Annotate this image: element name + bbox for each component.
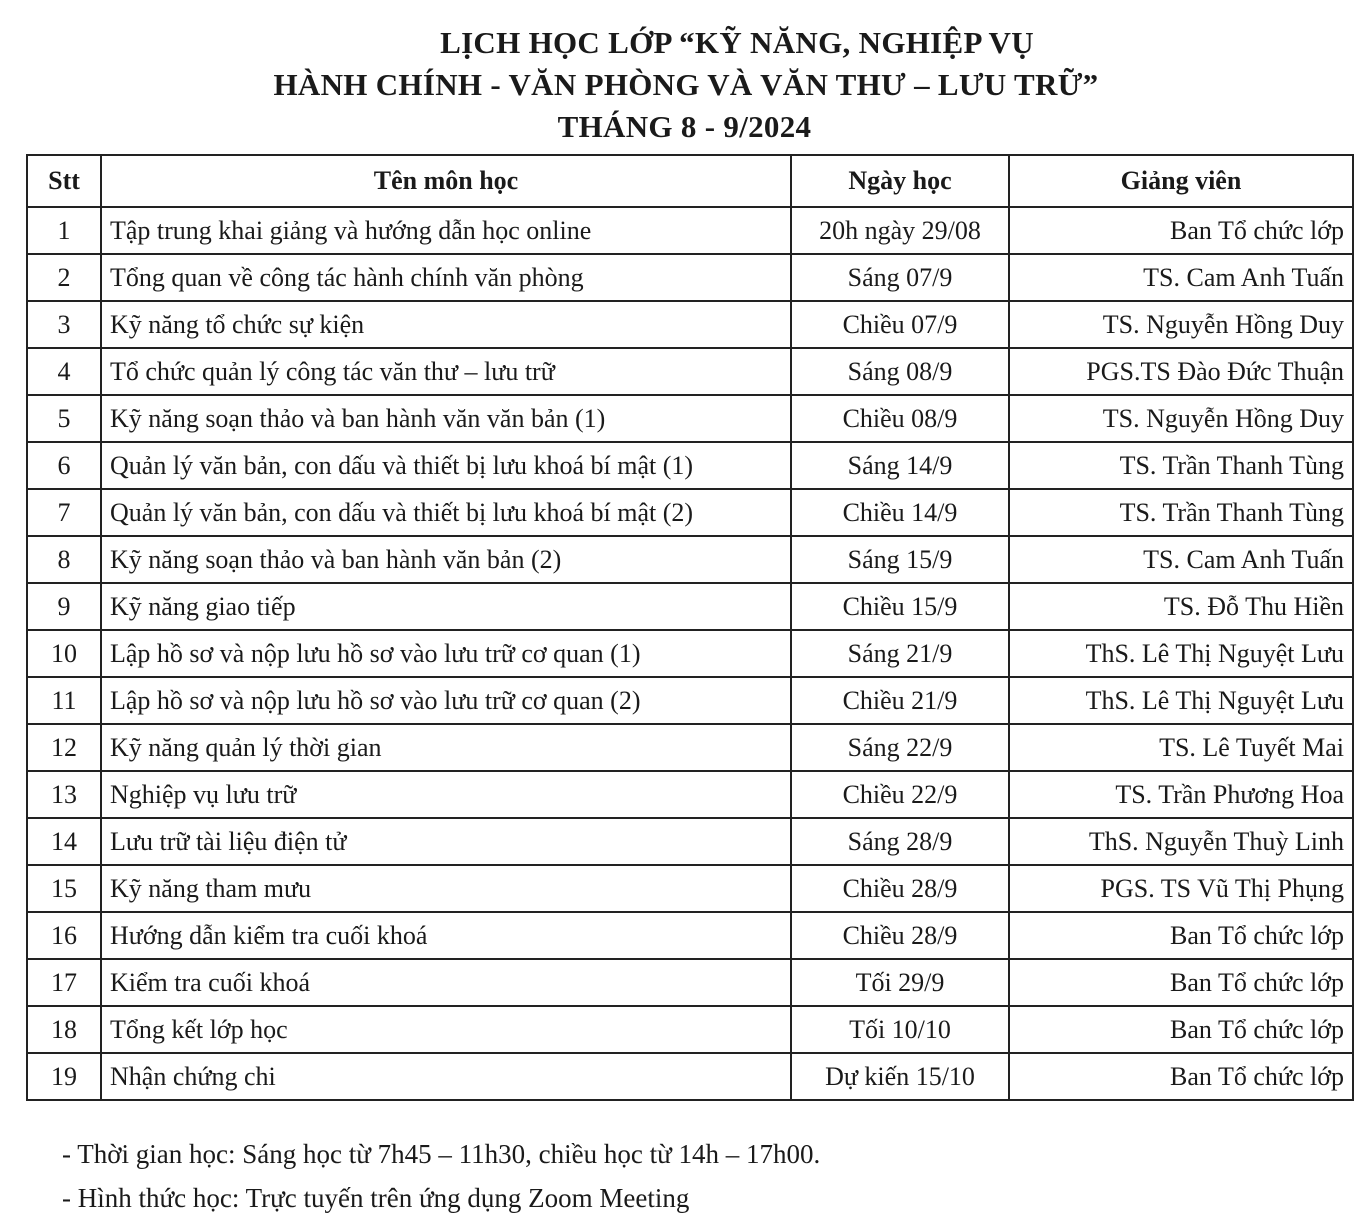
subject-cell: Lưu trữ tài liệu điện tử <box>101 818 791 865</box>
subject-cell: Tổ chức quản lý công tác văn thư – lưu trữ <box>101 348 791 395</box>
stt-cell: 10 <box>27 630 101 677</box>
subject-cell: Kỹ năng tham mưu <box>101 865 791 912</box>
stt-cell: 5 <box>27 395 101 442</box>
stt-cell: 9 <box>27 583 101 630</box>
date-cell: Sáng 07/9 <box>791 254 1009 301</box>
date-cell: Chiều 08/9 <box>791 395 1009 442</box>
date-cell: Dự kiến 15/10 <box>791 1053 1009 1100</box>
teacher-cell: TS. Trần Thanh Tùng <box>1009 442 1353 489</box>
column-header-subject: Tên môn học <box>101 155 791 207</box>
stt-cell: 18 <box>27 1006 101 1053</box>
teacher-cell: Ban Tổ chức lớp <box>1009 1053 1353 1100</box>
stt-cell: 11 <box>27 677 101 724</box>
stt-cell: 8 <box>27 536 101 583</box>
teacher-cell: TS. Cam Anh Tuấn <box>1009 536 1353 583</box>
table-header-row <box>27 155 1353 207</box>
subject-cell: Kỹ năng soạn thảo và ban hành văn bản (2) <box>101 536 791 583</box>
schedule-table <box>26 154 1354 1101</box>
teacher-cell: Ban Tổ chức lớp <box>1009 1006 1353 1053</box>
teacher-cell: TS. Nguyễn Hồng Duy <box>1009 395 1353 442</box>
date-cell: Sáng 21/9 <box>791 630 1009 677</box>
subject-cell: Hướng dẫn kiểm tra cuối khoá <box>101 912 791 959</box>
stt-cell: 6 <box>27 442 101 489</box>
teacher-cell: TS. Trần Thanh Tùng <box>1009 489 1353 536</box>
stt-cell: 16 <box>27 912 101 959</box>
table-row <box>27 536 1353 583</box>
subject-cell: Kỹ năng soạn thảo và ban hành văn văn bản (1) <box>101 395 791 442</box>
date-cell: Sáng 28/9 <box>791 818 1009 865</box>
column-header-stt: Stt <box>27 155 101 207</box>
table-row <box>27 818 1353 865</box>
table-row <box>27 254 1353 301</box>
date-cell: Chiều 14/9 <box>791 489 1009 536</box>
stt-cell: 19 <box>27 1053 101 1100</box>
stt-cell: 7 <box>27 489 101 536</box>
table-row <box>27 583 1353 630</box>
teacher-cell: PGS.TS Đào Đức Thuận <box>1009 348 1353 395</box>
teacher-cell: ThS. Lê Thị Nguyệt Lưu <box>1009 677 1353 724</box>
teacher-cell: TS. Đỗ Thu Hiền <box>1009 583 1353 630</box>
teacher-cell: TS. Lê Tuyết Mai <box>1009 724 1353 771</box>
table-row <box>27 959 1353 1006</box>
table-row <box>27 771 1353 818</box>
table-row <box>27 301 1353 348</box>
teacher-cell: TS. Cam Anh Tuấn <box>1009 254 1353 301</box>
stt-cell: 13 <box>27 771 101 818</box>
table-row <box>27 1053 1353 1100</box>
subject-cell: Tổng quan về công tác hành chính văn phòng <box>101 254 791 301</box>
date-cell: Sáng 15/9 <box>791 536 1009 583</box>
subject-cell: Quản lý văn bản, con dấu và thiết bị lưu khoá bí mật (1) <box>101 442 791 489</box>
subject-cell: Kỹ năng quản lý thời gian <box>101 724 791 771</box>
date-cell: 20h ngày 29/08 <box>791 207 1009 254</box>
column-header-date: Ngày học <box>791 155 1009 207</box>
teacher-cell: Ban Tổ chức lớp <box>1009 207 1353 254</box>
date-cell: Sáng 08/9 <box>791 348 1009 395</box>
subject-cell: Nghiệp vụ lưu trữ <box>101 771 791 818</box>
teacher-cell: ThS. Nguyễn Thuỳ Linh <box>1009 818 1353 865</box>
subject-cell: Quản lý văn bản, con dấu và thiết bị lưu khoá bí mật (2) <box>101 489 791 536</box>
teacher-cell: TS. Trần Phương Hoa <box>1009 771 1353 818</box>
stt-cell: 2 <box>27 254 101 301</box>
note-schedule-time: - Thời gian học: Sáng học từ 7h45 – 11h30, chiều học từ 14h – 17h00. <box>62 1139 821 1169</box>
date-cell: Chiều 22/9 <box>791 771 1009 818</box>
note-learning-format: - Hình thức học: Trực tuyến trên ứng dụng Zoom Meeting <box>62 1183 690 1213</box>
date-cell: Chiều 28/9 <box>791 912 1009 959</box>
subject-cell: Tổng kết lớp học <box>101 1006 791 1053</box>
subject-cell: Lập hồ sơ và nộp lưu hồ sơ vào lưu trữ cơ quan (1) <box>101 630 791 677</box>
subject-cell: Kỹ năng giao tiếp <box>101 583 791 630</box>
teacher-cell: TS. Nguyễn Hồng Duy <box>1009 301 1353 348</box>
teacher-cell: PGS. TS Vũ Thị Phụng <box>1009 865 1353 912</box>
table-body <box>27 207 1353 1100</box>
table-row <box>27 630 1353 677</box>
date-cell: Chiều 07/9 <box>791 301 1009 348</box>
subject-cell: Kiểm tra cuối khoá <box>101 959 791 1006</box>
stt-cell: 14 <box>27 818 101 865</box>
date-cell: Chiều 15/9 <box>791 583 1009 630</box>
stt-cell: 1 <box>27 207 101 254</box>
table-row <box>27 1006 1353 1053</box>
date-cell: Sáng 14/9 <box>791 442 1009 489</box>
table-row <box>27 348 1353 395</box>
date-cell: Chiều 21/9 <box>791 677 1009 724</box>
table-row <box>27 677 1353 724</box>
column-header-teacher: Giảng viên <box>1009 155 1353 207</box>
table-row <box>27 207 1353 254</box>
date-cell: Chiều 28/9 <box>791 865 1009 912</box>
subject-cell: Lập hồ sơ và nộp lưu hồ sơ vào lưu trữ cơ quan (2) <box>101 677 791 724</box>
title-line-3: THÁNG 8 - 9/2024 <box>557 109 812 144</box>
teacher-cell: Ban Tổ chức lớp <box>1009 959 1353 1006</box>
stt-cell: 12 <box>27 724 101 771</box>
table-row <box>27 912 1353 959</box>
stt-cell: 4 <box>27 348 101 395</box>
teacher-cell: Ban Tổ chức lớp <box>1009 912 1353 959</box>
stt-cell: 17 <box>27 959 101 1006</box>
date-cell: Tối 10/10 <box>791 1006 1009 1053</box>
title-line-2: HÀNH CHÍNH - VĂN PHÒNG VÀ VĂN THƯ – LƯU TRỮ” <box>273 67 1099 102</box>
document-title <box>0 22 1354 148</box>
notes-section <box>62 1132 1342 1220</box>
table-row <box>27 395 1353 442</box>
table-row <box>27 489 1353 536</box>
title-line-1: LỊCH HỌC LỚP “KỸ NĂNG, NGHIỆP VỤ <box>440 25 1034 60</box>
table-row <box>27 442 1353 489</box>
date-cell: Tối 29/9 <box>791 959 1009 1006</box>
stt-cell: 15 <box>27 865 101 912</box>
subject-cell: Tập trung khai giảng và hướng dẫn học online <box>101 207 791 254</box>
table-row <box>27 724 1353 771</box>
teacher-cell: ThS. Lê Thị Nguyệt Lưu <box>1009 630 1353 677</box>
stt-cell: 3 <box>27 301 101 348</box>
subject-cell: Nhận chứng chi <box>101 1053 791 1100</box>
table-row <box>27 865 1353 912</box>
date-cell: Sáng 22/9 <box>791 724 1009 771</box>
subject-cell: Kỹ năng tổ chức sự kiện <box>101 301 791 348</box>
